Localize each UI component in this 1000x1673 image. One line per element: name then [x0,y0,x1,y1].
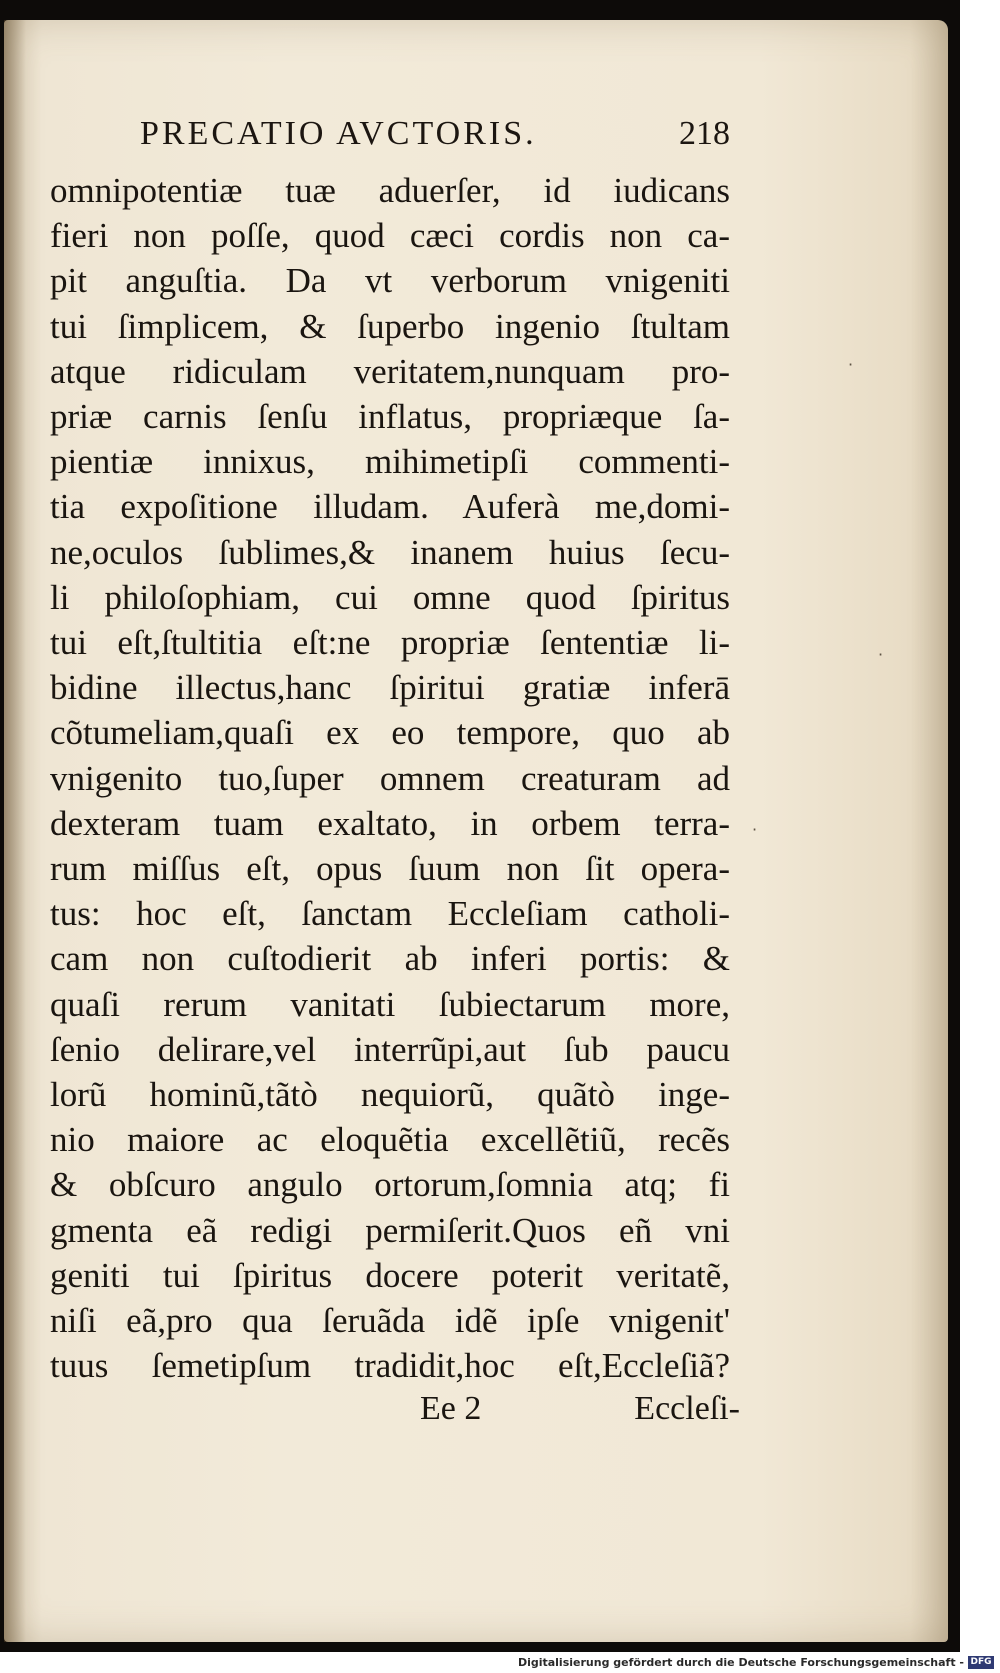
folio-number: 218 [679,115,730,152]
text-line: atque ridiculam veritatem,nunquam pro- [50,351,730,391]
text-line: geniti tui ſpiritus docere poterit veritatẽ, [50,1255,730,1295]
text-line: tui ſimplicem, & ſuperbo ingenio ſtultam [50,306,730,346]
text-line: pit anguſtia. Da vt verborum vnigeniti [50,261,730,301]
text-line: gmenta eã redigi permiſerit.Quos eñ vni [50,1210,730,1250]
text-line: niſi eã,pro qua ſeruãda idẽ ipſe vnigenit' [50,1301,730,1341]
digitization-credit: Digitalisierung gefördert durch die Deutsche Forschungsgemeinschaft - [517,1656,964,1669]
catchword: Eccleſi- [634,1390,740,1427]
text-line: rum miſſus eſt, opus ſuum non ſit opera- [50,849,730,889]
text-line: fieri non poſſe, quod cæci cordis non ca- [50,216,730,256]
text-line: ne,oculos ſublimes,& inanem huius ſecu- [50,532,730,572]
text-line: tia expoſitione illudam. Auferà me,domi- [50,487,730,527]
body-text [50,168,730,1388]
text-line: priæ carnis ſenſu inflatus, propriæque ſa- [50,397,730,437]
dfg-logo: DFG [968,1656,994,1669]
text-line: dexteram tuam exaltato, in orbem terra- [50,803,730,843]
text-line: ſenio delirare,vel interrũpi,aut ſub paucu [50,1029,730,1069]
text-line: nio maiore ac eloquẽtia excellẽtiũ, recẽs [50,1120,730,1160]
text-line: tuus ſemetipſum tradidit,hoc eſt,Eccleſiã? [50,1346,730,1386]
text-line: cõtumeliam,quaſi ex eo tempore, quo ab [50,713,730,753]
text-line: & obſcuro angulo ortorum,ſomnia atq; fi [50,1165,730,1205]
text-line: tui eſt,ſtultitia eſt:ne propriæ ſententiæ li- [50,623,730,663]
text-line: omnipotentiæ tuæ aduerſer, id iudicans [50,171,730,210]
page-footer [420,1390,740,1428]
margin-speck: · [752,820,758,839]
text-line: quaſi rerum vanitati ſubiectarum more, [50,984,730,1024]
signature-mark: Ee 2 [420,1390,482,1427]
text-line: bidine illectus,hanc ſpiritui gratiæ inferā [50,668,730,708]
text-line: cam non cuſtodierit ab inferi portis: & [50,939,730,979]
text-line: vnigenito tuo,ſuper omnem creaturam ad [50,758,730,798]
text-line: lorũ hominũ,tãtò nequiorũ, quãtò inge- [50,1075,730,1115]
page-header [140,115,730,153]
running-head: PRECATIO AVCTORIS. [140,115,537,152]
gutter-shadow [4,20,26,1642]
margin-speck: · [878,645,884,664]
text-line: tus: hoc eſt, ſanctam Eccleſiam catholi- [50,894,730,934]
text-line: li philoſophiam, cui omne quod ſpiritus [50,577,730,617]
margin-speck: · [848,355,854,374]
text-line: pientiæ innixus, mihimetipſi commenti- [50,442,730,482]
